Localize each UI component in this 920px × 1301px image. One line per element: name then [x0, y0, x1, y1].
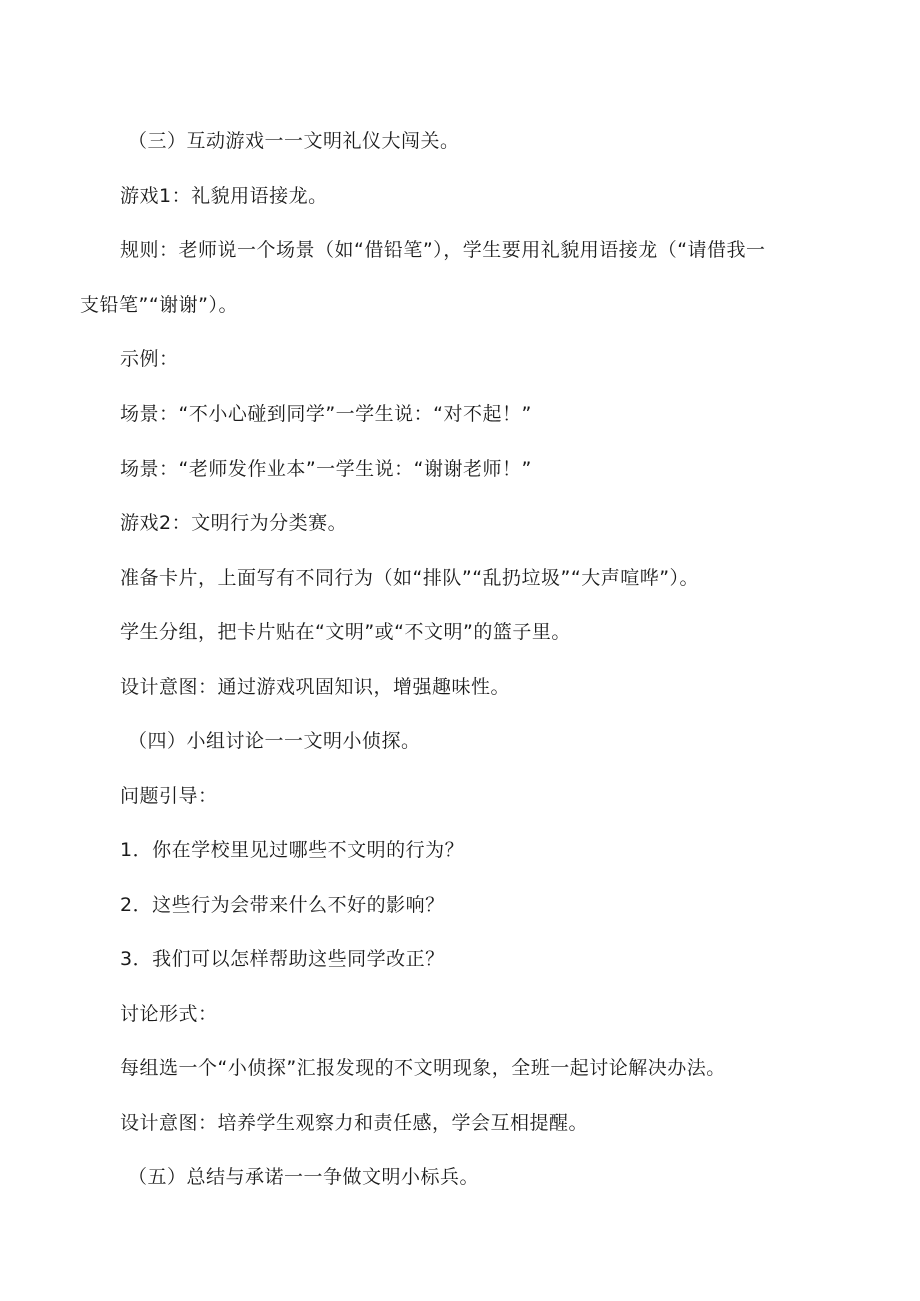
game-one-rule-line-1: 规则：老师说一个场景（如“借铅笔”），学生要用礼貌用语接龙（“请借我一	[120, 239, 766, 261]
question-2: 2．这些行为会带来什么不好的影响？	[120, 894, 445, 916]
question-3: 3．我们可以怎样帮助这些同学改正？	[120, 948, 445, 970]
question-guide-label: 问题引导：	[120, 785, 218, 807]
game-one-title: 游戏1：礼貌用语接龙。	[120, 185, 328, 207]
group-instruction: 学生分组，把卡片贴在“文明”或“不文明”的篮子里。	[120, 621, 571, 643]
example-label: 示例：	[120, 348, 179, 370]
design-intent-2: 设计意图：培养学生观察力和责任感，学会互相提醒。	[120, 1112, 589, 1134]
game-two-title: 游戏2：文明行为分类赛。	[120, 512, 348, 534]
game-one-rule-line-2: 支铅笔”“谢谢”）。	[80, 294, 239, 316]
example-scene-2: 场景：“老师发作业本”一学生说：“谢谢老师！”	[120, 458, 532, 480]
section-heading-five: （五）总结与承诺一一争做文明小标兵。	[128, 1166, 480, 1188]
section-heading-three: （三）互动游戏一一文明礼仪大闯关。	[128, 130, 460, 152]
discussion-format-label: 讨论形式：	[120, 1003, 218, 1025]
example-scene-1: 场景：“不小心碰到同学”一学生说：“对不起！”	[120, 403, 532, 425]
question-1: 1．你在学校里见过哪些不文明的行为？	[120, 839, 465, 861]
design-intent-1: 设计意图：通过游戏巩固知识，增强趣味性。	[120, 676, 511, 698]
section-heading-four: （四）小组讨论一一文明小侦探。	[128, 730, 421, 752]
discussion-format-text: 每组选一个“小侦探”汇报发现的不文明现象，全班一起讨论解决办法。	[120, 1057, 726, 1079]
card-preparation: 准备卡片，上面写有不同行为（如“排队”“乱扔垃圾”“大声喧哗”）。	[120, 567, 700, 589]
